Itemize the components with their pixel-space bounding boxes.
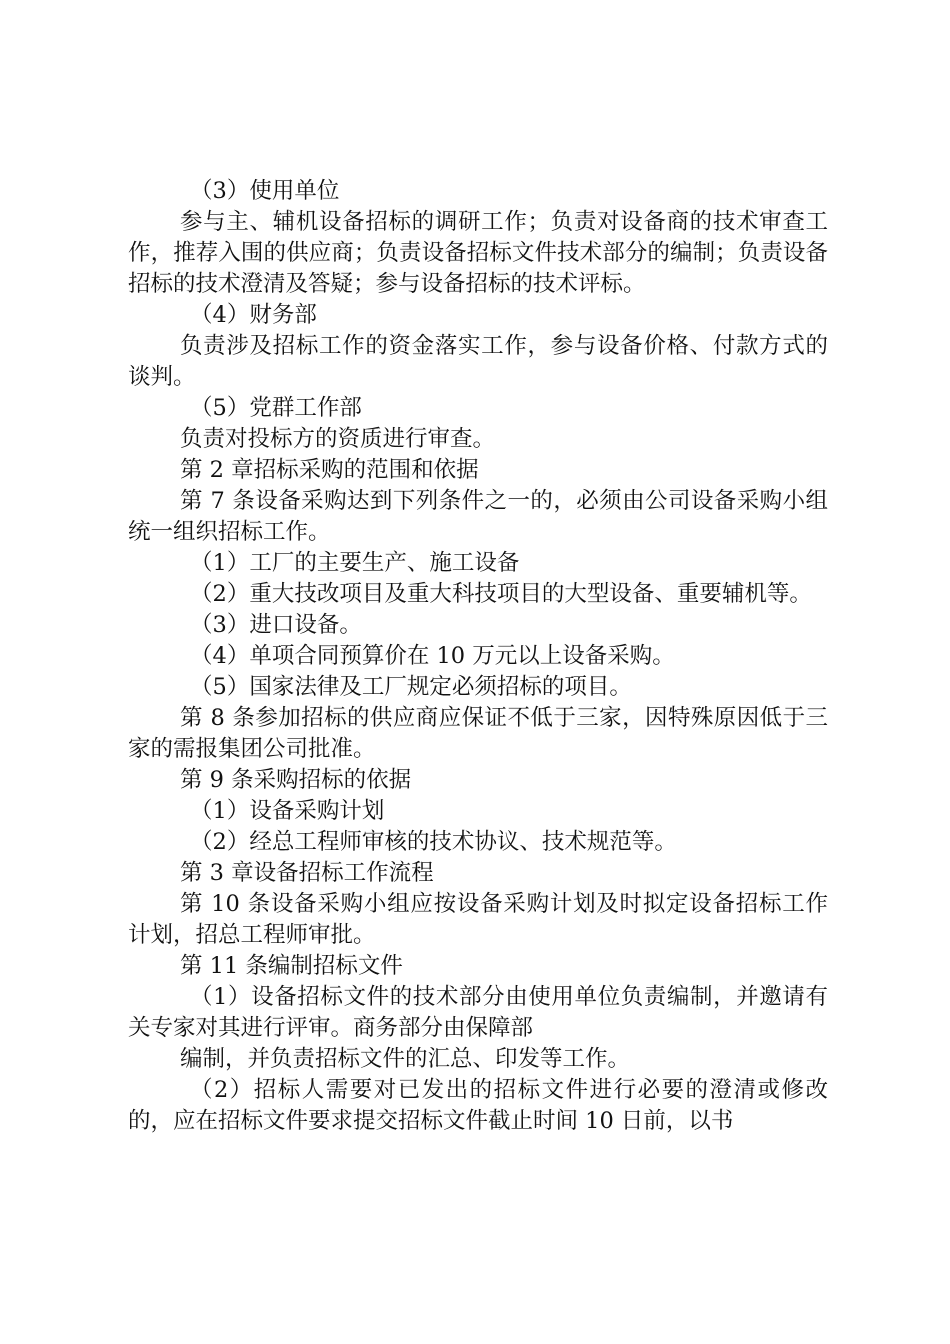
article-7-item-5: （5）国家法律及工厂规定必须招标的项目。	[190, 674, 632, 700]
article-7-item-1: （1）工厂的主要生产、施工设备	[190, 550, 520, 576]
article-9: 第 9 条采购招标的依据	[180, 767, 412, 793]
article-8: 第 8 条参加招标的供应商应保证不低于三家，因特殊原因低于三家的需报集团公司批准。	[128, 705, 828, 762]
article-11: 第 11 条编制招标文件	[180, 953, 403, 979]
article-9-item-1: （1）设备采购计划	[190, 798, 385, 824]
document-body	[128, 176, 828, 1137]
chapter-heading-2: 第 2 章招标采购的范围和依据	[180, 457, 479, 483]
subsection-heading-finance: （4）财务部	[190, 302, 317, 328]
article-7-item-2: （2）重大技改项目及重大科技项目的大型设备、重要辅机等。	[190, 581, 812, 607]
paragraph-user-unit-duties: 参与主、辅机设备招标的调研工作；负责对设备商的技术审查工作，推荐入围的供应商；负责设备招标文件技术部分的编制；负责设备招标的技术澄清及答疑；参与设备招标的技术评标。	[128, 209, 828, 297]
subsection-heading-user-unit: （3）使用单位	[190, 178, 340, 204]
article-10: 第 10 条设备采购小组应按设备采购计划及时拟定设备招标工作计划，招总工程师审批。	[128, 891, 828, 948]
article-7-item-4: （4）单项合同预算价在 10 万元以上设备采购。	[190, 643, 675, 669]
chapter-heading-3: 第 3 章设备招标工作流程	[180, 860, 434, 886]
subsection-heading-party-affairs: （5）党群工作部	[190, 395, 362, 421]
article-7-item-3: （3）进口设备。	[190, 612, 362, 638]
article-7: 第 7 条设备采购达到下列条件之一的，必须由公司设备采购小组统一组织招标工作。	[128, 488, 828, 545]
article-11-item-1-continued: 编制，并负责招标文件的汇总、印发等工作。	[180, 1046, 631, 1072]
article-9-item-2: （2）经总工程师审核的技术协议、技术规范等。	[190, 829, 677, 855]
article-11-item-2: （2）招标人需要对已发出的招标文件进行必要的澄清或修改的，应在招标文件要求提交招标文件截止时间 10 日前，以书	[128, 1077, 828, 1134]
article-11-item-1: （1）设备招标文件的技术部分由使用单位负责编制，并邀请有关专家对其进行评审。商务部分由保障部	[128, 984, 828, 1041]
paragraph-finance-duties: 负责涉及招标工作的资金落实工作，参与设备价格、付款方式的谈判。	[128, 333, 828, 390]
paragraph-party-affairs-duties: 负责对投标方的资质进行审查。	[180, 426, 496, 452]
